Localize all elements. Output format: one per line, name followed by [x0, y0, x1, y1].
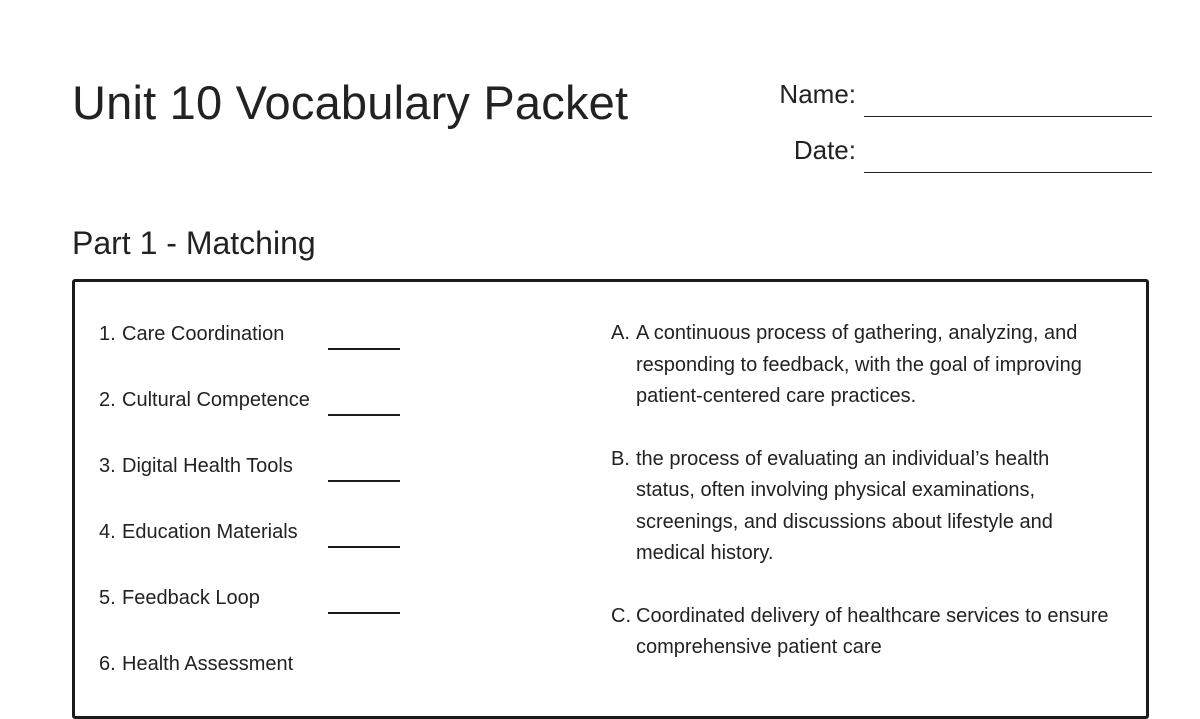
- term-number: 4.: [99, 521, 116, 543]
- name-blank-line: [864, 78, 1152, 117]
- definition-item: [611, 318, 1111, 413]
- definition-text: A continuous process of gathering, analyzing, and responding to feedback, with the goal of improving patient-centered care practices.: [636, 322, 1082, 407]
- name-label: Name:: [779, 79, 856, 109]
- term-number: 5.: [99, 587, 116, 609]
- answer-blank: [328, 480, 400, 482]
- definition-text: the process of evaluating an individual’s health status, often involving physical examinations, screenings, and discussions about lifestyle and medical history.: [636, 447, 1053, 564]
- definition-text: Coordinated delivery of healthcare services to ensure comprehensive patient care: [636, 604, 1109, 658]
- term-item: [99, 450, 419, 516]
- terms-list: [99, 318, 419, 714]
- date-field: [736, 134, 1152, 174]
- page-title: Unit 10 Vocabulary Packet: [72, 76, 629, 129]
- section-title: Part 1 - Matching: [72, 225, 316, 261]
- term-label: Cultural Competence: [122, 389, 310, 411]
- term-item: [99, 648, 419, 714]
- definition-item: [611, 601, 1111, 664]
- definition-item: [611, 444, 1111, 570]
- term-number: 3.: [99, 455, 116, 477]
- term-item: [99, 384, 419, 450]
- term-item: [99, 516, 419, 582]
- date-label: Date:: [793, 135, 856, 165]
- term-number: 6.: [99, 653, 116, 675]
- definition-letter: C.: [611, 604, 631, 627]
- term-label: Digital Health Tools: [122, 455, 293, 477]
- term-label: Feedback Loop: [122, 587, 260, 609]
- definitions-list: [611, 318, 1111, 695]
- name-field: [736, 78, 1152, 118]
- term-label: Care Coordination: [122, 323, 285, 345]
- term-number: 1.: [99, 323, 116, 345]
- date-blank-line: [864, 134, 1152, 173]
- answer-blank: [328, 348, 400, 350]
- term-number: 2.: [99, 389, 116, 411]
- definition-letter: B.: [611, 447, 630, 470]
- answer-blank: [328, 612, 400, 614]
- term-label: Education Materials: [122, 521, 298, 543]
- answer-blank: [328, 546, 400, 548]
- definition-letter: A.: [611, 322, 630, 344]
- term-label: Health Assessment: [122, 653, 294, 675]
- term-item: [99, 582, 419, 648]
- answer-blank: [328, 414, 400, 416]
- term-item: [99, 318, 419, 384]
